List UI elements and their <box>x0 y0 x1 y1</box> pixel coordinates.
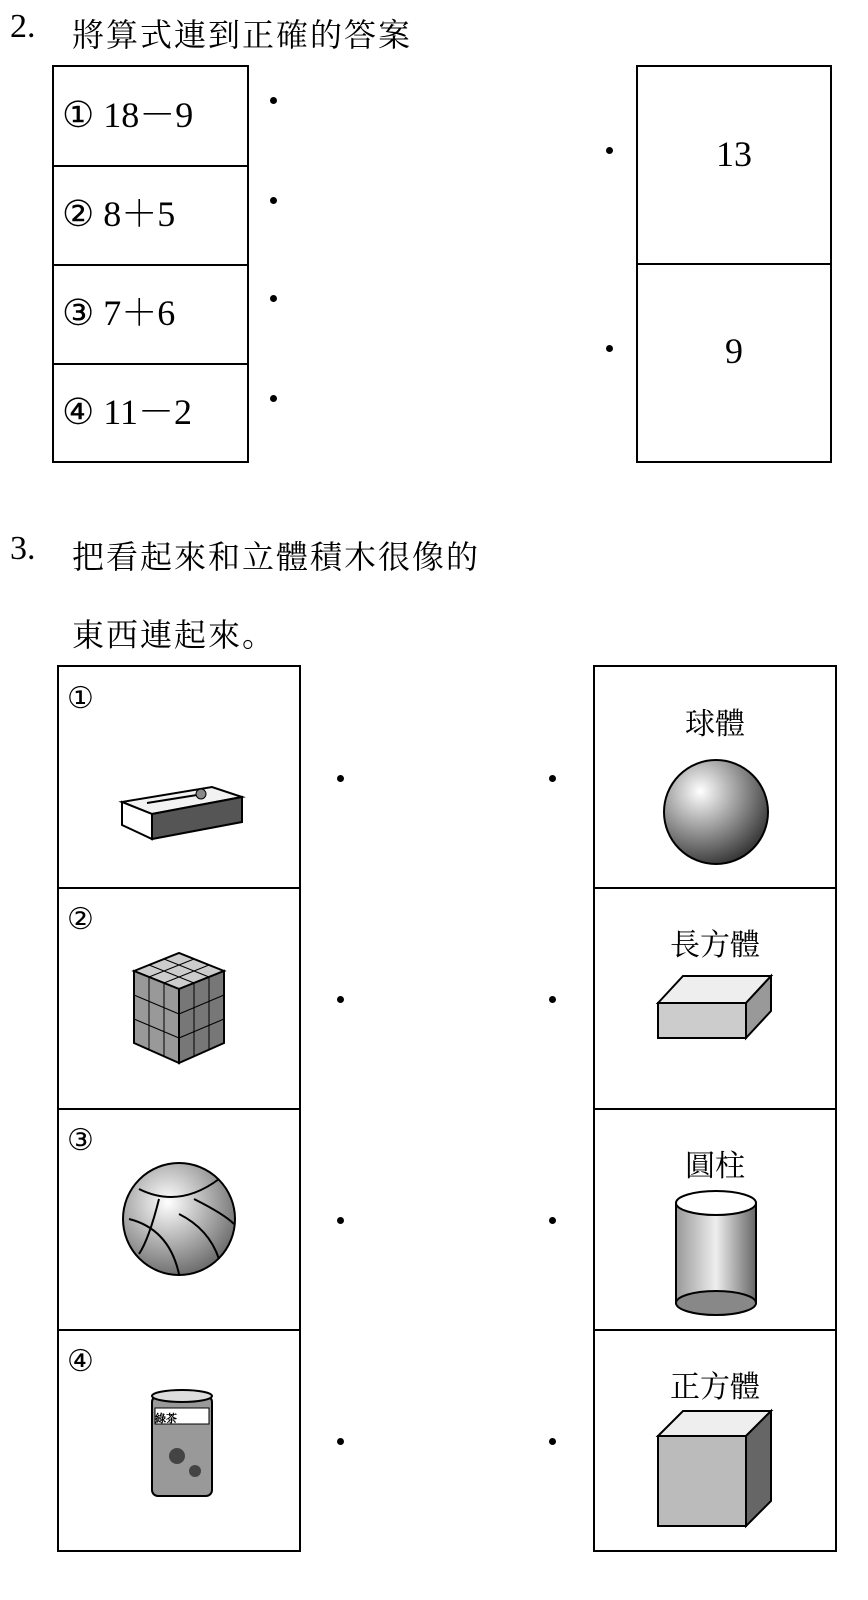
expression-mark: ① <box>62 95 95 135</box>
answer-value: 9 <box>725 331 743 371</box>
q2-number: 2. <box>10 8 36 45</box>
connect-dot-left[interactable] <box>337 1438 344 1445</box>
connect-dot-right[interactable] <box>549 996 556 1003</box>
object-mark: ① <box>67 681 94 716</box>
connect-dot-right[interactable] <box>606 345 613 352</box>
cuboid-icon <box>653 968 778 1048</box>
expression-text: 11－2 <box>103 392 192 432</box>
shape-label: 長方體 <box>670 928 760 963</box>
object-cell <box>59 1330 299 1552</box>
connect-dot-left[interactable] <box>270 97 277 104</box>
shape-cell <box>595 667 835 889</box>
shape-label: 球體 <box>685 707 745 742</box>
cylinder-icon <box>671 1189 761 1319</box>
q2-expression-table <box>52 65 249 463</box>
q3-instruction-line2: 東西連起來。 <box>72 616 277 654</box>
volleyball-icon <box>119 1159 239 1279</box>
q3-number: 3. <box>10 530 36 567</box>
sphere-icon <box>661 757 771 867</box>
tea-can-icon <box>147 1386 217 1506</box>
expression-row <box>54 265 247 365</box>
connect-dot-right[interactable] <box>606 147 613 154</box>
expression-text: 7＋6 <box>103 293 176 333</box>
object-mark: ② <box>67 902 94 937</box>
connect-dot-right[interactable] <box>549 1438 556 1445</box>
shape-cell <box>595 1109 835 1331</box>
connect-dot-left[interactable] <box>270 395 277 402</box>
object-cell <box>59 888 299 1110</box>
expression-mark: ② <box>62 194 95 234</box>
q3-shape-table <box>593 665 837 1552</box>
expression-row <box>54 67 247 167</box>
expression-row <box>54 364 247 464</box>
object-mark: ③ <box>67 1123 94 1158</box>
object-mark: ④ <box>67 1344 94 1379</box>
connect-dot-right[interactable] <box>549 775 556 782</box>
match-box-icon <box>117 767 247 847</box>
shape-cell <box>595 888 835 1110</box>
connect-dot-left[interactable] <box>337 1217 344 1224</box>
object-cell <box>59 667 299 889</box>
can-label: 綠茶 <box>155 1412 177 1425</box>
connect-dot-left[interactable] <box>337 996 344 1003</box>
connect-dot-left[interactable] <box>337 775 344 782</box>
q3-instruction-line1: 把看起來和立體積木很像的 <box>72 538 481 576</box>
connect-dot-left[interactable] <box>270 295 277 302</box>
q3-object-table <box>57 665 301 1552</box>
expression-mark: ④ <box>62 392 95 432</box>
answer-cell <box>638 264 830 463</box>
expression-text: 18－9 <box>103 95 194 135</box>
shape-cell <box>595 1330 835 1552</box>
q2-instruction: 將算式連到正確的答案 <box>72 16 413 54</box>
answer-cell <box>638 67 830 265</box>
expression-text: 8＋5 <box>103 194 176 234</box>
shape-label: 正方體 <box>670 1370 760 1405</box>
q2-answer-table <box>636 65 832 463</box>
shape-label: 圓柱 <box>685 1149 745 1184</box>
object-cell <box>59 1109 299 1331</box>
expression-row <box>54 166 247 266</box>
connect-dot-right[interactable] <box>549 1217 556 1224</box>
connect-dot-left[interactable] <box>270 197 277 204</box>
answer-value: 13 <box>716 134 752 174</box>
rubiks-cube-icon <box>129 943 229 1073</box>
cube-icon <box>653 1406 778 1536</box>
expression-mark: ③ <box>62 293 95 333</box>
